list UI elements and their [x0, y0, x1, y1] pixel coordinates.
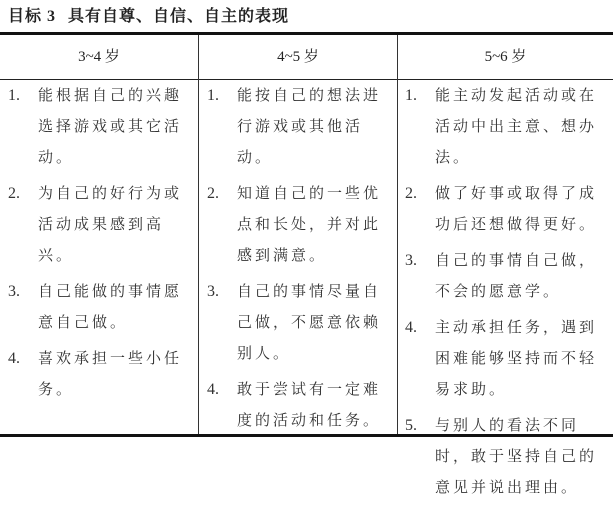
list-item: 2. 为自己的好行为或活动成果感到高兴。 [8, 184, 183, 264]
list-item: 5. 与别人的看法不同时，敢于坚持自己的意见并说出理由。 [405, 416, 598, 496]
list-item: 4. 敢于尝试有一定难度的活动和任务。 [207, 380, 382, 429]
list-item: 1. 能根据自己的兴趣选择游戏或其它活动。 [8, 86, 183, 166]
column-header-3-4: 3~4 岁 [78, 49, 120, 65]
column-header-5-6: 5~6 岁 [484, 49, 527, 65]
list-item: 1. 能按自己的想法进行游戏或其他活动。 [207, 86, 382, 166]
goal-number: 目标 3 [8, 8, 57, 25]
list-item: 2. 知道自己的一些优点和长处，并对此感到满意。 [207, 184, 382, 264]
list-item: 3. 自己能做的事情愿意自己做。 [8, 282, 183, 331]
column-header-4-5: 4~5 岁 [277, 49, 319, 65]
column-5-6 [405, 80, 608, 508]
goal-text: 具有自尊、自信、自主的表现 [68, 6, 290, 25]
section-title [8, 3, 289, 26]
column-3-4 [8, 80, 190, 410]
list-item: 3. 自己的事情尽量自己做，不愿意依赖别人。 [207, 282, 382, 362]
list-item: 4. 主动承担任务，遇到困难能够坚持而不轻易求助。 [405, 318, 598, 398]
list-item: 4. 喜欢承担一些小任务。 [8, 349, 183, 398]
list-item: 2. 做了好事或取得了成功后还想做得更好。 [405, 184, 598, 233]
column-divider [397, 35, 398, 434]
column-4-5 [207, 80, 390, 441]
column-divider [198, 35, 199, 434]
list-item: 3. 自己的事情自己做，不会的愿意学。 [405, 251, 598, 300]
list-item: 1. 能主动发起活动或在活动中出主意、想办法。 [405, 86, 598, 166]
